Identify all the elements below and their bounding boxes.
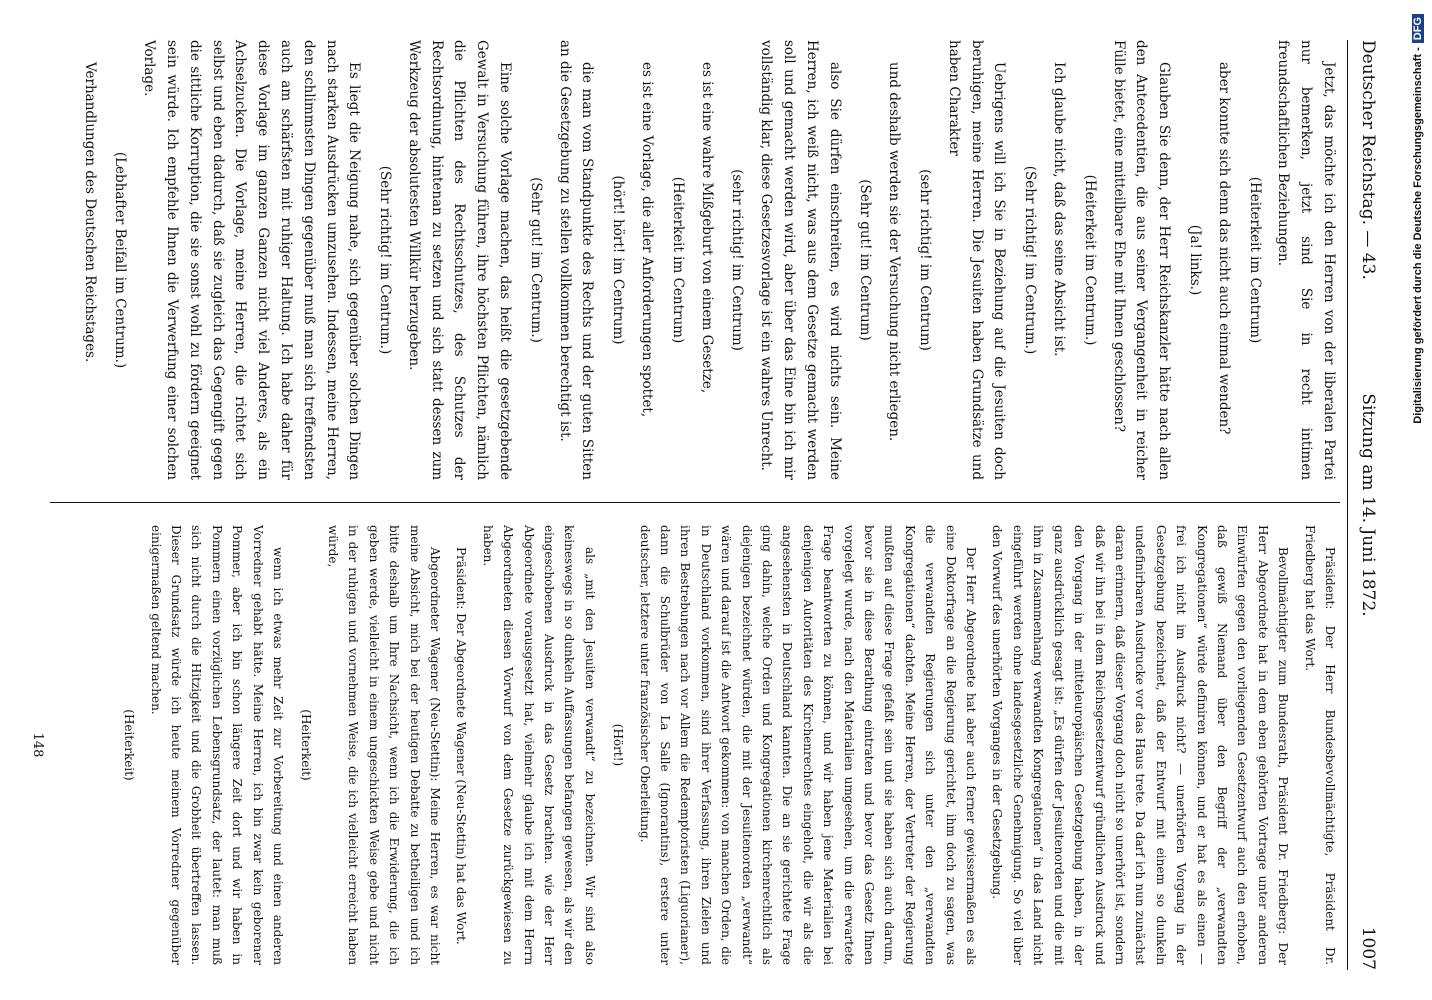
paragraph: als „mit den Jesuiten verwandt“ zu bezeichnen. Wir sind also keineswegs in so dunkeln Auffassungen befangen gewesen, als wir den eingeschobenen Ausdruck in das Gesetz brachten. wie der Herr Abgeordnete vorausgesetzt hat, vielmehr glaube ich mit dem Herrn Abgeordneten diesen Vorwurf von dem Gesetze zurückgewiesen zu haben. <box>480 525 597 965</box>
interjection: (Heiterkeit) <box>122 709 137 781</box>
interjection: (Lebhafter Beifall im Centrum.) <box>112 151 129 369</box>
dfg-note-text: Digitalisierung gefördert durch die Deutsche Forschungsgemeinschaft - <box>1412 47 1424 424</box>
paragraph: aber konnte sich denn das nicht auch einmal wenden? <box>1215 62 1232 435</box>
interjection: (hört! hört! im Centrum) <box>610 175 627 345</box>
header-left: Deutscher Reichstag. — 43. <box>1358 40 1378 280</box>
paragraph: Glauben Sie denn, der Herr Reichskanzler hätte nach allen den Antecedentien, die aus seiner Vergangenheit in reicher Fülle bietet, eine mitteilbare Ehe mit Ihnen geschlossen? <box>1110 40 1173 480</box>
column-divider <box>50 502 1340 503</box>
paragraph: Präsident: Der Abgeordnete Wagener (Neu-Stettin) hat das Wort. <box>454 547 469 945</box>
paragraph: Bevollmächtigter zum Bundesrath, Präsident Dr. Friedberg: Der Herr Abgeordnete hat in dem eben gehörten Vortrage unter anderen Einwürfen gegen den vorliegenden Gesetzentwurf auch den erhoben, daß gewiß Niemand über den Begriff der „verwandten Kongregationen“ würde definiren können, und er hat es als einen — frei ich nicht im Ausdruck nicht? — unerhörten Vorgang in der Gesetzgebung bezeichnet, daß der Entwurf mit einem so dunkeln undefinirbaren Ausdrucke vor das Haus trete. Da darf ich nun zunächst daran erinnern, daß dieser Vorgang doch nicht so unerhört ist, sondern daß wir ihn bei in dem Reichsgesetzentwurf gründlichen Ausdruck und den Vorgang in der mitteleuropäischen Gesetzgebung haben, in der ganz ausdrücklich gesagt ist: „Es dürfen der Jesuitenorden und die mit ihm in Zusammenhang verwandten Kongregationen“ in das Land nicht eingeführt werden ohne landesgesetzliche Genehmigung. So viel über den Vorwurf des unerhörten Vorganges in der Gesetzgebung. <box>990 525 1291 965</box>
paragraph: Der Herr Abgeordnete hat aber auch ferner gewissermaßen es als eine Doktorfrage an die Regierung gerichtet, ihm doch zu sagen, was die verwandten Regierungen sich unter den „verwandten Kongregationen“ dachten. Meine Herren, der Vertreter der Regierung mußten auf diese Frage gefaßt sein und sie haben sich auch darum, bevor sie in diese Berathung eintraten und bevor das Gesetz Ihnen vorgelegt wurde, nach den Materialien umgesehen, um die erwartete Frage beantworten zu können, und wir haben jene Materialien bei denjenigen Autoritäten des Kirchenrechtes eingeholt, die wir als die angesehensten in Deutschland kannten. Die an sie gerichtete Frage ging dahin, welche Orden und Kongregationen kirchenrechtlich als diejenigen bezeichnet würden, die mit der Jesuitenorden „verwandt“ wären und darauf ist die Antwort gekommen: von manchen Orden, die in Deutschland vorkommen, sind ihrer Verfassung, ihren Zielen und ihren Bestrebungen nach vor Allem die Redemptoristen (Liguorianer), dann die Schulbrüder von La Salle (Ignorantins), erstere unter deutscher, letztere unter französischer Oberleitung. <box>637 525 979 965</box>
paragraph: es ist eine wahre Mißgeburt von einem Gesetze, <box>698 62 715 394</box>
dfg-sidebar <box>1412 10 1430 990</box>
interjection: (Sehr gut! im Centrum.) <box>527 177 544 343</box>
interjection: (Sehr richtig! im Centrum.) <box>1022 165 1039 355</box>
paragraph: und deshalb werden sie der Versuchung nicht erliegen. <box>886 62 903 442</box>
paragraph: Jetzt, das möchte ich den Herren von der liberalen Partei nur bemerken, jetzt sind Sie in recht intimen freundschaftlichen Beziehungen. <box>1275 40 1337 480</box>
interjection: (Sehr gut! im Centrum) <box>857 179 874 341</box>
dfg-logo: DFG <box>1412 14 1424 43</box>
page-number: 1007 <box>1358 926 1378 970</box>
interjection: (Heiterkeit im Centrum) <box>1246 176 1263 344</box>
paragraph: es ist eine Vorlage, die aller Anforderungen spottet, <box>639 62 656 418</box>
paragraph: also Sie dürfen einschreiten, es wird nichts sein. Meine Herren, ich weiß nicht, was aus dem Gesetze gemacht werden soll und gemacht werden wird, aber über das Eine bin ich mir vollständig klar, diese Gesetzesvorlage ist ein wahres Unrecht. <box>758 40 843 480</box>
dfg-note <box>1412 10 1430 990</box>
right-column <box>111 525 1340 965</box>
interjection: (Heiterkeit) <box>299 709 314 781</box>
paragraph: Präsident: Der Herr Bundesbevollmächtigte, Präsident Dr. Friedberg hat das Wort. <box>1302 525 1337 965</box>
interjection: (Ja! links.) <box>1187 224 1204 296</box>
interjection: (sehr richtig! im Centrum) <box>917 169 934 351</box>
paragraph: Ich glaube nicht, daß das seine Absicht ist. <box>1051 62 1068 357</box>
interjection: (Heiterkeit im Centrum.) <box>1081 174 1098 346</box>
interjection: (sehr richtig! im Centrum) <box>729 169 746 351</box>
paragraph: die man vom Standpunkte des Rechts und der guten Sitten an die Gesetzgebung zu stellen vollkommen berechtigt ist. <box>556 40 596 480</box>
left-column <box>72 40 1340 480</box>
interjection: (Heiterkeit im Centrum) <box>669 176 686 344</box>
paragraph: Verhandlungen des Deutschen Reichstages. <box>81 62 98 363</box>
header-center: Sitzung am 14. Juni 1872. <box>1358 393 1378 617</box>
paragraph: Eine solche Vorlage machen, das heißt die gesetzgebende Gewalt in Versuchung führen, ihre höchsten Pflichten, nämlich die Pflichten des Rechtsschutzes, des Schutzes der Rechtsordnung, hintenan zu setzen und sich statt dessen zum Werkzeug der absolutesten Willkür herzugeben. <box>405 40 514 480</box>
paragraph: Abgeordneter Wagener (Neu-Stettin): Meine Herren, es war nicht meine Absicht, mich bei der heutigen Debatte zu betheiligen und ich bitte deshalb um Ihre Nachsicht, wenn ich die Erwiderung, die ich geben werde, vielleicht in einem ungeschickten Weise gebe und nicht in der ruhigen und vornehmen Weise, die ich vielleicht erreicht haben würde, <box>325 525 442 965</box>
interjection: (Sehr richtig! im Centrum.) <box>377 165 394 355</box>
paragraph: Es liegt die Neigung nahe, sich gegenüber solchen Dingen nach starken Ausdrücken umzusehen. Indessen, meine Herren, den schlimmsten Dingen gegenüber muß man sich treffendsten auch am schärfsten mit ruhiger Haltung. Ich habe daher für diese Vorlage im ganzen Ganzen nicht viel Anderes, als ein Achselzucken. Die Vorlage, meine Herren, die richtet sich selbst und eben dadurch, daß sie zugleich das Gegengift gegen die sittliche Korruption, die sie sonst wohl zu fördern geeignet sein würde. Ich empfehle Ihnen die Verwerfung einer solchen Vorlage. <box>141 40 363 480</box>
paragraph: Uebrigens will ich Sie in Beziehung auf die Jesuiten doch beruhigen, meine Herren. Die Jesuiten haben Grundsätze und haben Charakter <box>945 40 1008 480</box>
interjection: (Hört!) <box>611 723 626 767</box>
page-header <box>1347 40 1382 970</box>
sheet-signature: 148 <box>30 732 45 758</box>
paragraph: wenn ich etwas mehr Zeit zur Vorbereitung und einen anderen Vorredner gehabt hätte. Meine Herren, ich bin zwar kein geborener Pommer, aber ich bin schon längere Zeit dort und wir haben in Pommern einen vorzüglichen Lebensgrundsatz, der lautet: man muß sich nicht durch die Hitzigkeit und die Grobheit übertreffen lassen. Dieser Grundsatz würde ich heute meinem Vorredner gegenüber einigermaßen geltend machen. <box>148 525 286 965</box>
